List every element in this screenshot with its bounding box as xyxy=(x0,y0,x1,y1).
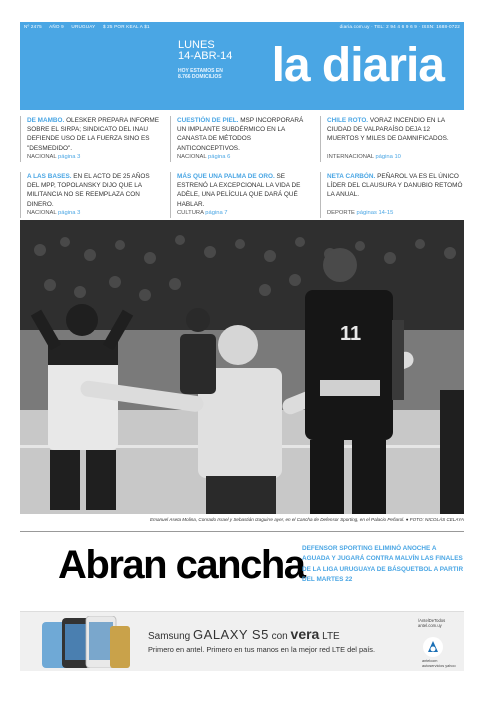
weekday: LUNES xyxy=(178,39,215,51)
ad-tagline: Primero en antel. Primero en tus manos en la mejor red LTE del país. xyxy=(148,645,376,654)
masthead xyxy=(20,32,464,110)
news-brief[interactable]: NETA CARBÓN. PEÑAROL VA ES EL ÚNICO LÍDER DEL CLAUSURA Y DANUBIO RETOMÓ LA ANUAL. DEPORTE páginas 14-15 xyxy=(320,172,463,218)
section-ref: NACIONAL página 3 xyxy=(27,153,81,160)
news-brief[interactable]: CHILE ROTO. VORAZ INCENDIO EN LA CIUDAD DE VALPARAÍSO DEJA 12 MUERTOS Y MILES DE DAMNIFICADOS. INTERNACIONAL página 10 xyxy=(320,116,463,162)
year-label: AÑO 9 xyxy=(49,24,64,29)
news-brief[interactable]: DE MAMBO. OLESKER PREPARA INFORME SOBRE EL SIRPA; SINDICATO DEL INAU DEFIENDE USO DE LA FUERZA SINO ES "DESMEDIDO". NACIONAL página 3 xyxy=(20,116,163,162)
divider xyxy=(20,531,464,532)
contact-info: diaria.com.uy · TEL: 2 94 4 6 9 6 9 · ISSN: 1688-0722 xyxy=(339,24,460,29)
ad-footer: antelcom autoservicios yahoo xyxy=(422,659,456,668)
headline-deck: DEFENSOR SPORTING ELIMINÓ ANOCHE A AGUADA Y JUGARÁ CONTRA MALVÍN LAS FINALES DE LA LIGA URUGUAYA DE BÁSQUETBOL A PARTIR DEL MARTES 22 xyxy=(302,545,464,584)
newspaper-logo[interactable]: la diaria xyxy=(271,39,444,92)
date-block xyxy=(178,40,232,62)
issue-date: 14-ABR-14 xyxy=(178,50,233,62)
main-photo[interactable] xyxy=(20,220,464,514)
social-handle[interactable]: /AntelDeTodos antel.com.uy xyxy=(418,618,446,628)
ad-headline: Samsung GALAXY S5 con vera LTE xyxy=(148,626,340,642)
news-brief[interactable]: CUESTIÓN DE PIEL. MSP INCORPORARÁ UN IMPLANTE SUBDÉRMICO EN LA CANASTA DE MÉTODOS ANTICONCEPTIVOS. NACIONAL página 6 xyxy=(170,116,313,162)
issue-number: Nº 2475 xyxy=(24,24,42,29)
top-info-bar xyxy=(20,22,464,32)
circulation-note: HOY ESTAMOS EN 8.766 DOMICILIOS xyxy=(178,68,223,80)
section-ref: DEPORTE páginas 14-15 xyxy=(327,209,394,216)
antel-logo-icon xyxy=(422,636,444,658)
photo-caption: Emanuel Aseta Molina, Conrado Israel y Sebastián Izaguirre ayer, en el Cancha de Defensor Sporting, en el Palacio Peñarol. ● FOTO: NICOLÁS CELAYA xyxy=(150,517,464,522)
country-label: URUGUAY xyxy=(71,24,96,29)
news-brief[interactable]: MÁS QUE UNA PALMA DE ORO. SE ESTRENÓ LA EXCEPCIONAL LA VIDA DE ADÈLE, UNA PELÍCULA QUE DARÁ QUÉ HABLAR. CULTURA página 7 xyxy=(170,172,313,218)
basketball-scene-image xyxy=(20,220,464,514)
price-label: $ 25 POR KEAL A $1 xyxy=(102,24,150,29)
section-ref: NACIONAL página 6 xyxy=(177,153,231,160)
section-ref: CULTURA página 7 xyxy=(177,209,228,216)
advertisement[interactable] xyxy=(20,611,464,671)
svg-text:11: 11 xyxy=(340,323,362,345)
phones-image xyxy=(38,616,134,668)
section-ref: NACIONAL página 3 xyxy=(27,209,81,216)
section-ref: INTERNACIONAL página 10 xyxy=(327,153,401,160)
news-briefs xyxy=(20,116,464,218)
news-brief[interactable]: A LAS BASES. EN EL ACTO DE 25 AÑOS DEL MPP, TOPOLANSKY DIJO QUE LA MILITANCIA NO SE REEMPLAZA CON DINERO. NACIONAL página 3 xyxy=(20,172,163,218)
front-page xyxy=(20,22,464,668)
main-headline[interactable]: Abran cancha xyxy=(58,543,305,587)
